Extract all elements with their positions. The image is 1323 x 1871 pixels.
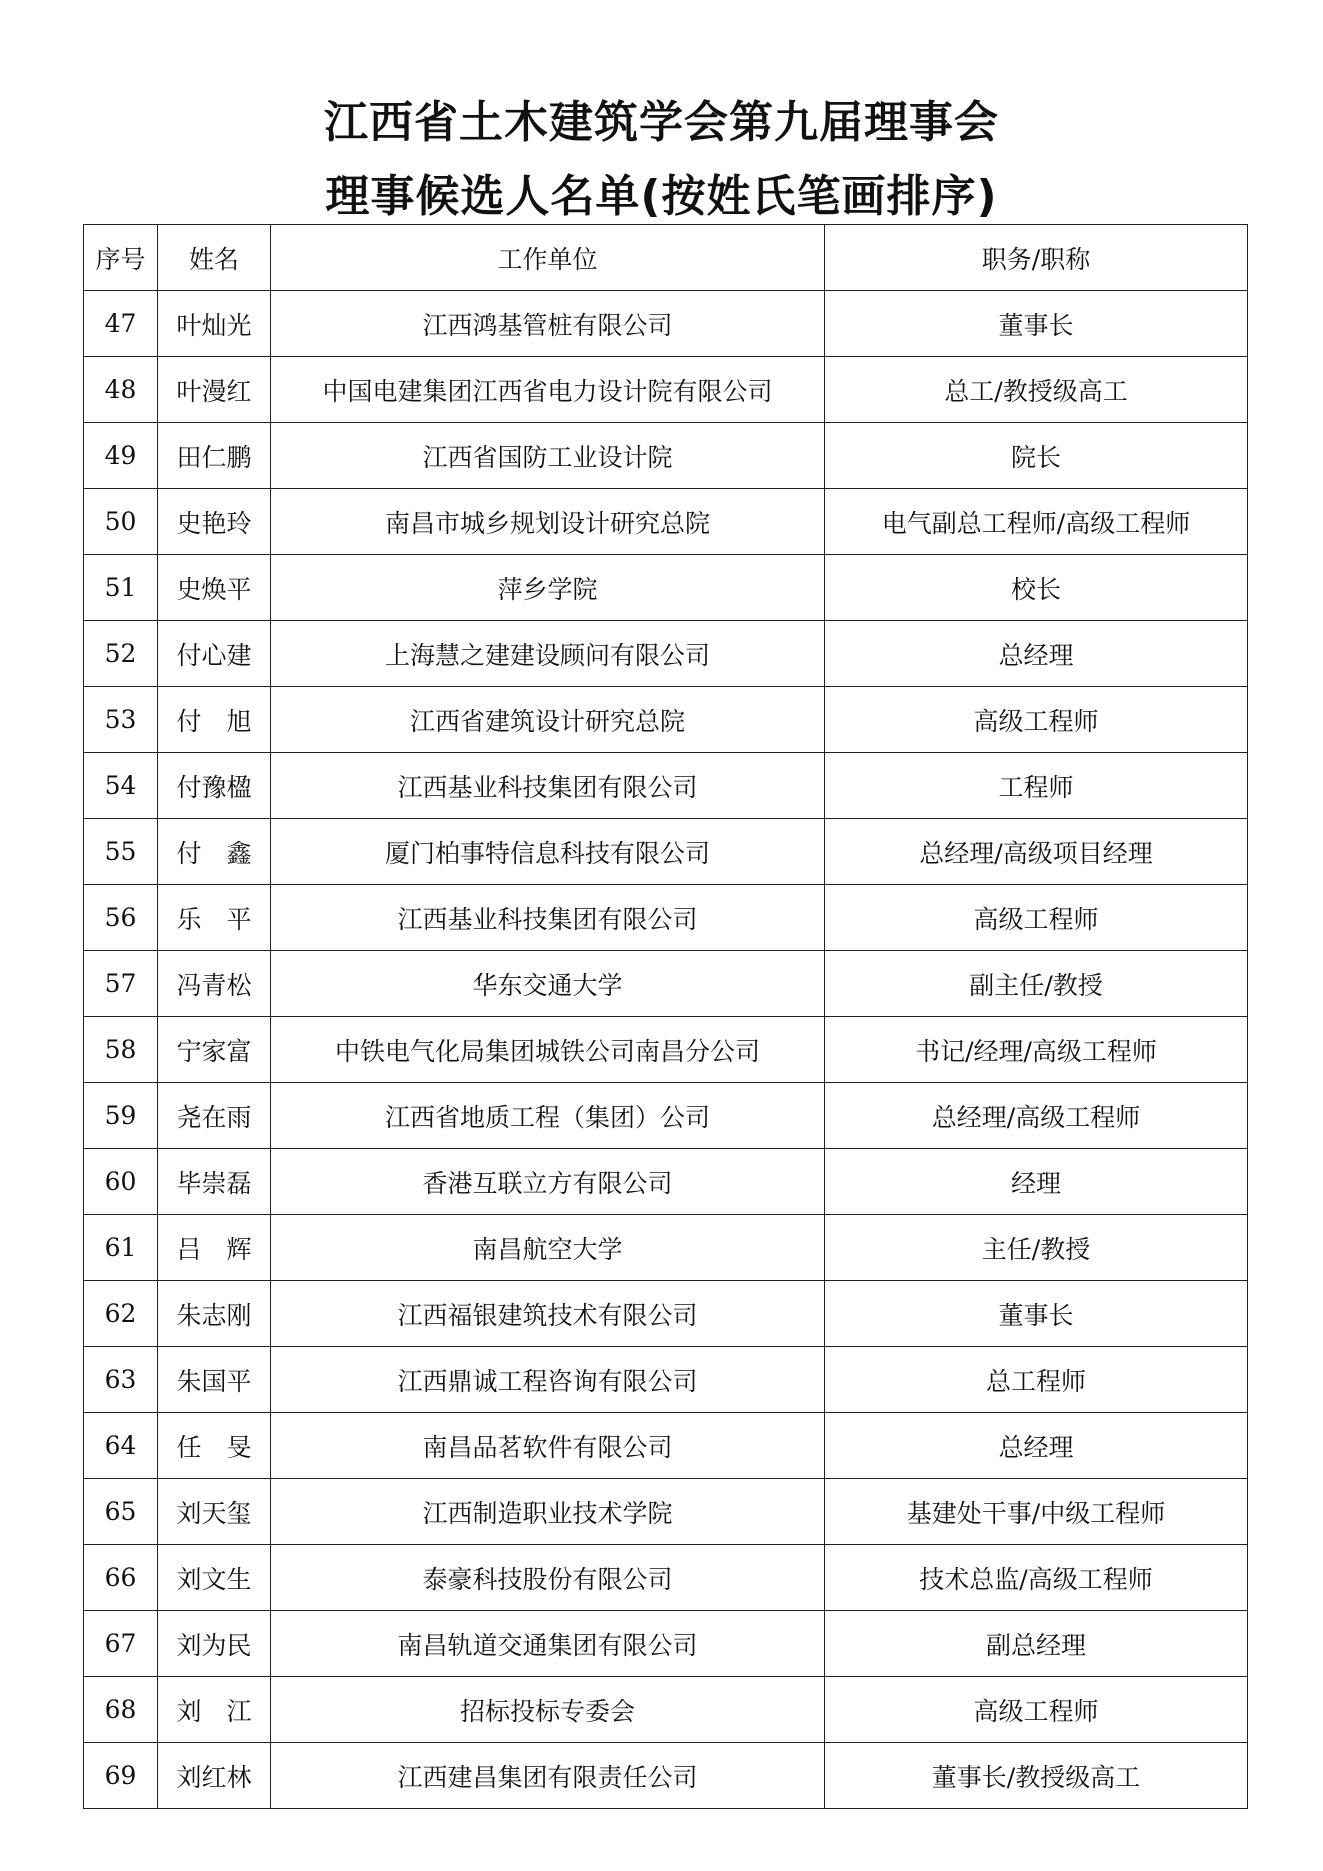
cell-organization: 江西省建筑设计研究总院	[271, 687, 825, 753]
cell-organization: 江西福银建筑技术有限公司	[271, 1281, 825, 1347]
cell-organization: 江西基业科技集团有限公司	[271, 885, 825, 951]
table-row	[84, 1083, 1248, 1149]
cell-organization: 江西基业科技集团有限公司	[271, 753, 825, 819]
cell-position: 高级工程师	[825, 1677, 1248, 1743]
table-row	[84, 1017, 1248, 1083]
table-row	[84, 753, 1248, 819]
header-name: 姓名	[158, 225, 271, 291]
cell-organization: 江西省地质工程（集团）公司	[271, 1083, 825, 1149]
cell-number: 49	[84, 423, 158, 489]
table-row	[84, 357, 1248, 423]
cell-number: 66	[84, 1545, 158, 1611]
cell-organization: 萍乡学院	[271, 555, 825, 621]
table-row	[84, 1215, 1248, 1281]
table-header-row	[84, 225, 1248, 291]
cell-position: 总工程师	[825, 1347, 1248, 1413]
cell-name: 朱国平	[158, 1347, 271, 1413]
cell-position: 董事长	[825, 1281, 1248, 1347]
cell-name: 尧在雨	[158, 1083, 271, 1149]
cell-position: 副总经理	[825, 1611, 1248, 1677]
cell-number: 67	[84, 1611, 158, 1677]
cell-number: 58	[84, 1017, 158, 1083]
table-row	[84, 687, 1248, 753]
cell-organization: 南昌轨道交通集团有限公司	[271, 1611, 825, 1677]
cell-position: 董事长/教授级高工	[825, 1743, 1248, 1809]
table-row	[84, 291, 1248, 357]
cell-name: 叶漫红	[158, 357, 271, 423]
cell-number: 52	[84, 621, 158, 687]
cell-number: 50	[84, 489, 158, 555]
cell-organization: 南昌航空大学	[271, 1215, 825, 1281]
cell-organization: 江西制造职业技术学院	[271, 1479, 825, 1545]
cell-organization: 泰豪科技股份有限公司	[271, 1545, 825, 1611]
cell-name: 任 旻	[158, 1413, 271, 1479]
table-row	[84, 1281, 1248, 1347]
cell-number: 56	[84, 885, 158, 951]
cell-position: 董事长	[825, 291, 1248, 357]
cell-organization: 香港互联立方有限公司	[271, 1149, 825, 1215]
cell-position: 基建处干事/中级工程师	[825, 1479, 1248, 1545]
cell-name: 吕 辉	[158, 1215, 271, 1281]
table-row	[84, 621, 1248, 687]
cell-number: 59	[84, 1083, 158, 1149]
cell-organization: 华东交通大学	[271, 951, 825, 1017]
cell-organization: 江西建昌集团有限责任公司	[271, 1743, 825, 1809]
cell-name: 冯青松	[158, 951, 271, 1017]
table-row	[84, 1479, 1248, 1545]
cell-name: 宁家富	[158, 1017, 271, 1083]
cell-position: 书记/经理/高级工程师	[825, 1017, 1248, 1083]
header-number: 序号	[84, 225, 158, 291]
cell-position: 电气副总工程师/高级工程师	[825, 489, 1248, 555]
cell-position: 总经理	[825, 621, 1248, 687]
cell-position: 副主任/教授	[825, 951, 1248, 1017]
cell-name: 叶灿光	[158, 291, 271, 357]
cell-position: 高级工程师	[825, 885, 1248, 951]
cell-name: 刘天玺	[158, 1479, 271, 1545]
cell-name: 刘 江	[158, 1677, 271, 1743]
cell-number: 54	[84, 753, 158, 819]
document-title: 江西省土木建筑学会第九届理事会	[324, 97, 999, 148]
table-row	[84, 1149, 1248, 1215]
cell-name: 朱志刚	[158, 1281, 271, 1347]
table-row	[84, 1677, 1248, 1743]
cell-number: 64	[84, 1413, 158, 1479]
cell-position: 总工/教授级高工	[825, 357, 1248, 423]
cell-name: 毕崇磊	[158, 1149, 271, 1215]
cell-number: 48	[84, 357, 158, 423]
cell-position: 院长	[825, 423, 1248, 489]
cell-name: 田仁鹏	[158, 423, 271, 489]
table-row	[84, 1347, 1248, 1413]
cell-organization: 南昌市城乡规划设计研究总院	[271, 489, 825, 555]
cell-number: 68	[84, 1677, 158, 1743]
cell-number: 63	[84, 1347, 158, 1413]
cell-organization: 招标投标专委会	[271, 1677, 825, 1743]
cell-name: 付 旭	[158, 687, 271, 753]
cell-position: 总经理/高级工程师	[825, 1083, 1248, 1149]
table-row	[84, 423, 1248, 489]
cell-number: 51	[84, 555, 158, 621]
cell-number: 57	[84, 951, 158, 1017]
cell-position: 高级工程师	[825, 687, 1248, 753]
table-row	[84, 819, 1248, 885]
cell-name: 付心建	[158, 621, 271, 687]
cell-number: 53	[84, 687, 158, 753]
table-row	[84, 1545, 1248, 1611]
cell-position: 校长	[825, 555, 1248, 621]
cell-name: 付 鑫	[158, 819, 271, 885]
cell-number: 60	[84, 1149, 158, 1215]
table-row	[84, 1611, 1248, 1677]
cell-position: 工程师	[825, 753, 1248, 819]
document-subtitle: 理事候选人名单(按姓氏笔画排序)	[325, 171, 998, 222]
cell-number: 47	[84, 291, 158, 357]
cell-organization: 中铁电气化局集团城铁公司南昌分公司	[271, 1017, 825, 1083]
cell-name: 乐 平	[158, 885, 271, 951]
table-row	[84, 489, 1248, 555]
table-row	[84, 951, 1248, 1017]
table-row	[84, 1743, 1248, 1809]
cell-name: 刘文生	[158, 1545, 271, 1611]
cell-organization: 江西鸿基管桩有限公司	[271, 291, 825, 357]
cell-organization: 南昌品茗软件有限公司	[271, 1413, 825, 1479]
cell-number: 55	[84, 819, 158, 885]
cell-number: 62	[84, 1281, 158, 1347]
cell-organization: 江西鼎诚工程咨询有限公司	[271, 1347, 825, 1413]
cell-number: 61	[84, 1215, 158, 1281]
cell-number: 65	[84, 1479, 158, 1545]
cell-position: 经理	[825, 1149, 1248, 1215]
header-organization: 工作单位	[271, 225, 825, 291]
cell-name: 刘红林	[158, 1743, 271, 1809]
cell-position: 总经理/高级项目经理	[825, 819, 1248, 885]
cell-organization: 中国电建集团江西省电力设计院有限公司	[271, 357, 825, 423]
cell-position: 总经理	[825, 1413, 1248, 1479]
cell-name: 史艳玲	[158, 489, 271, 555]
table-row	[84, 555, 1248, 621]
cell-position: 主任/教授	[825, 1215, 1248, 1281]
cell-name: 刘为民	[158, 1611, 271, 1677]
cell-name: 付豫楹	[158, 753, 271, 819]
header-position: 职务/职称	[825, 225, 1248, 291]
cell-position: 技术总监/高级工程师	[825, 1545, 1248, 1611]
candidate-table	[83, 224, 1248, 1809]
cell-organization: 厦门柏事特信息科技有限公司	[271, 819, 825, 885]
cell-organization: 上海慧之建建设顾问有限公司	[271, 621, 825, 687]
table-row	[84, 1413, 1248, 1479]
cell-organization: 江西省国防工业设计院	[271, 423, 825, 489]
cell-number: 69	[84, 1743, 158, 1809]
cell-name: 史焕平	[158, 555, 271, 621]
table-row	[84, 885, 1248, 951]
